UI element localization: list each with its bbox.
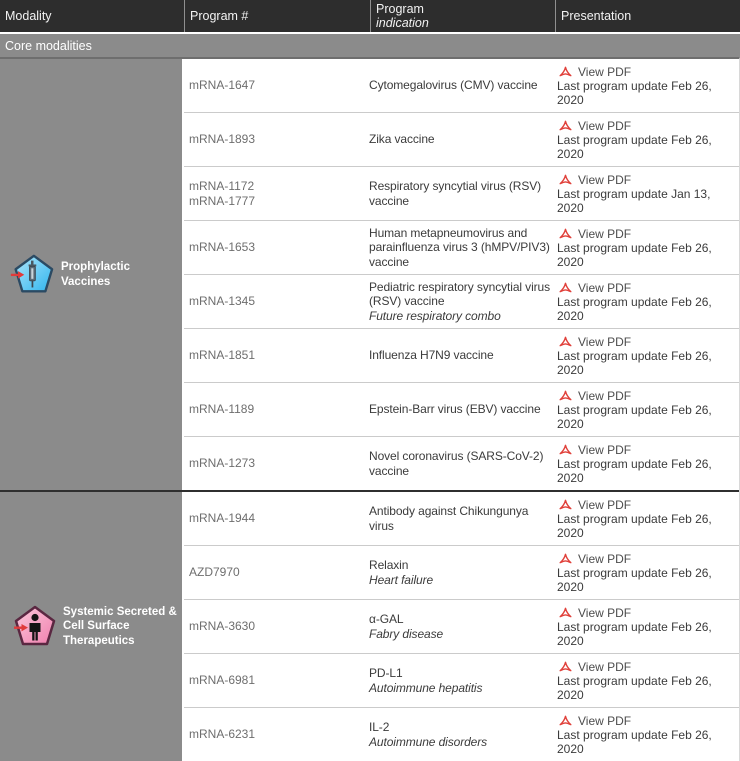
table-body: [0, 57, 740, 761]
modality-label: Prophylactic Vaccines: [61, 261, 131, 288]
program-row: [184, 708, 739, 761]
program-indication: [368, 600, 555, 653]
presentation-cell: [555, 600, 739, 653]
program-indication: [368, 492, 555, 545]
program-row: [184, 275, 739, 329]
view-pdf-label: View PDF: [578, 443, 632, 457]
presentation-cell: [555, 221, 739, 274]
view-pdf-label: View PDF: [578, 119, 632, 133]
modality-cell: [0, 59, 184, 490]
view-pdf-link[interactable]: [557, 606, 737, 620]
last-update-text: Last program update Feb 26, 2020: [557, 403, 712, 431]
pdf-icon: [559, 282, 572, 295]
program-number: mRNA-1189: [189, 402, 255, 416]
indication-text: Relaxin: [369, 558, 409, 573]
program-number: mRNA-1893: [189, 132, 256, 146]
program-row: [184, 329, 739, 383]
last-update-text: Last program update Feb 26, 2020: [557, 295, 712, 323]
program-number: mRNA-6231: [189, 727, 256, 741]
last-update-text: Last program update Feb 26, 2020: [557, 512, 712, 540]
view-pdf-label: View PDF: [578, 606, 632, 620]
presentation-cell: [555, 275, 739, 328]
indication-text: Epstein-Barr virus (EBV) vaccine: [369, 402, 541, 417]
view-pdf-label: View PDF: [578, 552, 632, 566]
pdf-icon: [559, 553, 572, 566]
program-row: [184, 221, 739, 275]
program-number: mRNA-1273: [189, 456, 256, 470]
program-row: [184, 654, 739, 708]
indication-text: α-GAL: [369, 612, 404, 627]
program-indication: [368, 221, 555, 274]
view-pdf-label: View PDF: [578, 227, 632, 241]
indication-note: Autoimmune hepatitis: [369, 680, 483, 695]
view-pdf-label: View PDF: [578, 389, 632, 403]
program-number: mRNA-1944: [189, 511, 256, 525]
presentation-cell: [555, 113, 739, 166]
modality-section: [0, 490, 739, 761]
indication-text: Zika vaccine: [369, 132, 435, 147]
view-pdf-label: View PDF: [578, 335, 632, 349]
section-rows: [184, 59, 739, 490]
program-row: [184, 492, 739, 546]
view-pdf-label: View PDF: [578, 498, 632, 512]
presentation-cell: [555, 708, 739, 761]
pdf-icon: [559, 120, 572, 133]
program-row: [184, 600, 739, 654]
view-pdf-label: View PDF: [578, 660, 632, 674]
pdf-icon: [559, 174, 572, 187]
indication-note: Autoimmune disorders: [369, 734, 488, 749]
pdf-icon: [559, 444, 572, 457]
last-update-text: Last program update Feb 26, 2020: [557, 79, 712, 107]
indication-text: Antibody against Chikungunya virus: [369, 504, 529, 533]
presentation-cell: [555, 167, 739, 220]
view-pdf-link[interactable]: [557, 498, 737, 512]
modality-section: [0, 59, 739, 490]
presentation-cell: [555, 492, 739, 545]
pdf-icon: [559, 607, 572, 620]
modality-cell: [0, 492, 184, 761]
view-pdf-link[interactable]: [557, 443, 737, 457]
indication-note: Future respiratory combo: [369, 308, 501, 323]
pdf-icon: [559, 228, 572, 241]
program-row: [184, 113, 739, 167]
view-pdf-label: View PDF: [578, 173, 632, 187]
view-pdf-link[interactable]: [557, 173, 737, 187]
program-row: [184, 383, 739, 437]
program-number: mRNA-1345: [189, 294, 256, 308]
program-indication: [368, 654, 555, 707]
program-number: mRNA-1653: [189, 240, 256, 254]
view-pdf-link[interactable]: [557, 227, 737, 241]
column-header-presentation: Presentation: [555, 0, 740, 32]
last-update-text: Last program update Feb 26, 2020: [557, 620, 712, 648]
last-update-text: Last program update Feb 26, 2020: [557, 133, 712, 161]
indication-text: Pediatric respiratory syncytial virus (RSV) vaccine: [369, 280, 551, 309]
indication-text: PD-L1: [369, 666, 403, 681]
program-indication: [368, 329, 555, 382]
program-number: mRNA-1647: [189, 78, 256, 92]
table-header: [0, 0, 740, 32]
last-update-text: Last program update Feb 26, 2020: [557, 349, 712, 377]
modality-label: Systemic Secreted & Cell Surface Therapeutics: [63, 605, 177, 647]
pdf-icon: [559, 390, 572, 403]
view-pdf-link[interactable]: [557, 714, 737, 728]
view-pdf-link[interactable]: [557, 660, 737, 674]
program-indication: [368, 59, 555, 112]
view-pdf-link[interactable]: [557, 65, 737, 79]
column-header-program-number: Program #: [184, 0, 370, 32]
program-indication: [368, 437, 555, 490]
view-pdf-link[interactable]: [557, 119, 737, 133]
program-indication: [368, 708, 555, 761]
program-number: AZD7970: [189, 565, 240, 579]
view-pdf-label: View PDF: [578, 714, 632, 728]
program-number: mRNA-3630: [189, 619, 256, 633]
presentation-cell: [555, 383, 739, 436]
program-row: [184, 167, 739, 221]
program-indication: [368, 275, 555, 328]
view-pdf-label: View PDF: [578, 65, 632, 79]
last-update-text: Last program update Feb 26, 2020: [557, 241, 712, 269]
view-pdf-link[interactable]: [557, 281, 737, 295]
view-pdf-link[interactable]: [557, 552, 737, 566]
last-update-text: Last program update Feb 26, 2020: [557, 457, 712, 485]
pdf-icon: [559, 715, 572, 728]
program-number: mRNA-1851: [189, 348, 256, 362]
presentation-cell: [555, 437, 739, 490]
indication-text: IL-2: [369, 720, 390, 735]
presentation-cell: [555, 546, 739, 599]
pdf-icon: [559, 66, 572, 79]
view-pdf-label: View PDF: [578, 281, 632, 295]
column-header-modality: Modality: [5, 8, 52, 23]
indication-text: Respiratory syncytial virus (RSV) vaccine: [369, 179, 542, 208]
last-update-text: Last program update Feb 26, 2020: [557, 728, 712, 756]
indication-text: Influenza H7N9 vaccine: [369, 348, 494, 363]
view-pdf-link[interactable]: [557, 389, 737, 403]
column-header-program-indication: Program indication: [370, 0, 555, 32]
section-rows: [184, 492, 739, 761]
program-indication: [368, 167, 555, 220]
view-pdf-link[interactable]: [557, 335, 737, 349]
person-pentagon-icon: [8, 603, 56, 651]
indication-text: Novel coronavirus (SARS-CoV-2) vaccine: [369, 449, 544, 478]
program-row: [184, 59, 739, 113]
last-update-text: Last program update Jan 13, 2020: [557, 187, 711, 215]
pdf-icon: [559, 499, 572, 512]
last-update-text: Last program update Feb 26, 2020: [557, 674, 712, 702]
indication-text: Cytomegalovirus (CMV) vaccine: [369, 78, 538, 93]
presentation-cell: [555, 59, 739, 112]
indication-text: Human metapneumovirus and parainfluenza virus 3 (hMPV/PIV3) vaccine: [369, 226, 550, 269]
program-indication: [368, 383, 555, 436]
indication-note: Heart failure: [369, 572, 434, 587]
pdf-icon: [559, 661, 572, 674]
program-indication: [368, 546, 555, 599]
presentation-cell: [555, 654, 739, 707]
pdf-icon: [559, 336, 572, 349]
syringe-pentagon-icon: [8, 252, 54, 298]
program-number: mRNA-1172 mRNA-1777: [189, 178, 256, 208]
indication-note: Fabry disease: [369, 626, 444, 641]
presentation-cell: [555, 329, 739, 382]
program-indication: [368, 113, 555, 166]
group-header-core-modalities: Core modalities: [0, 34, 740, 57]
program-row: [184, 546, 739, 600]
program-number: mRNA-6981: [189, 673, 256, 687]
last-update-text: Last program update Feb 26, 2020: [557, 566, 712, 594]
program-row: [184, 437, 739, 490]
